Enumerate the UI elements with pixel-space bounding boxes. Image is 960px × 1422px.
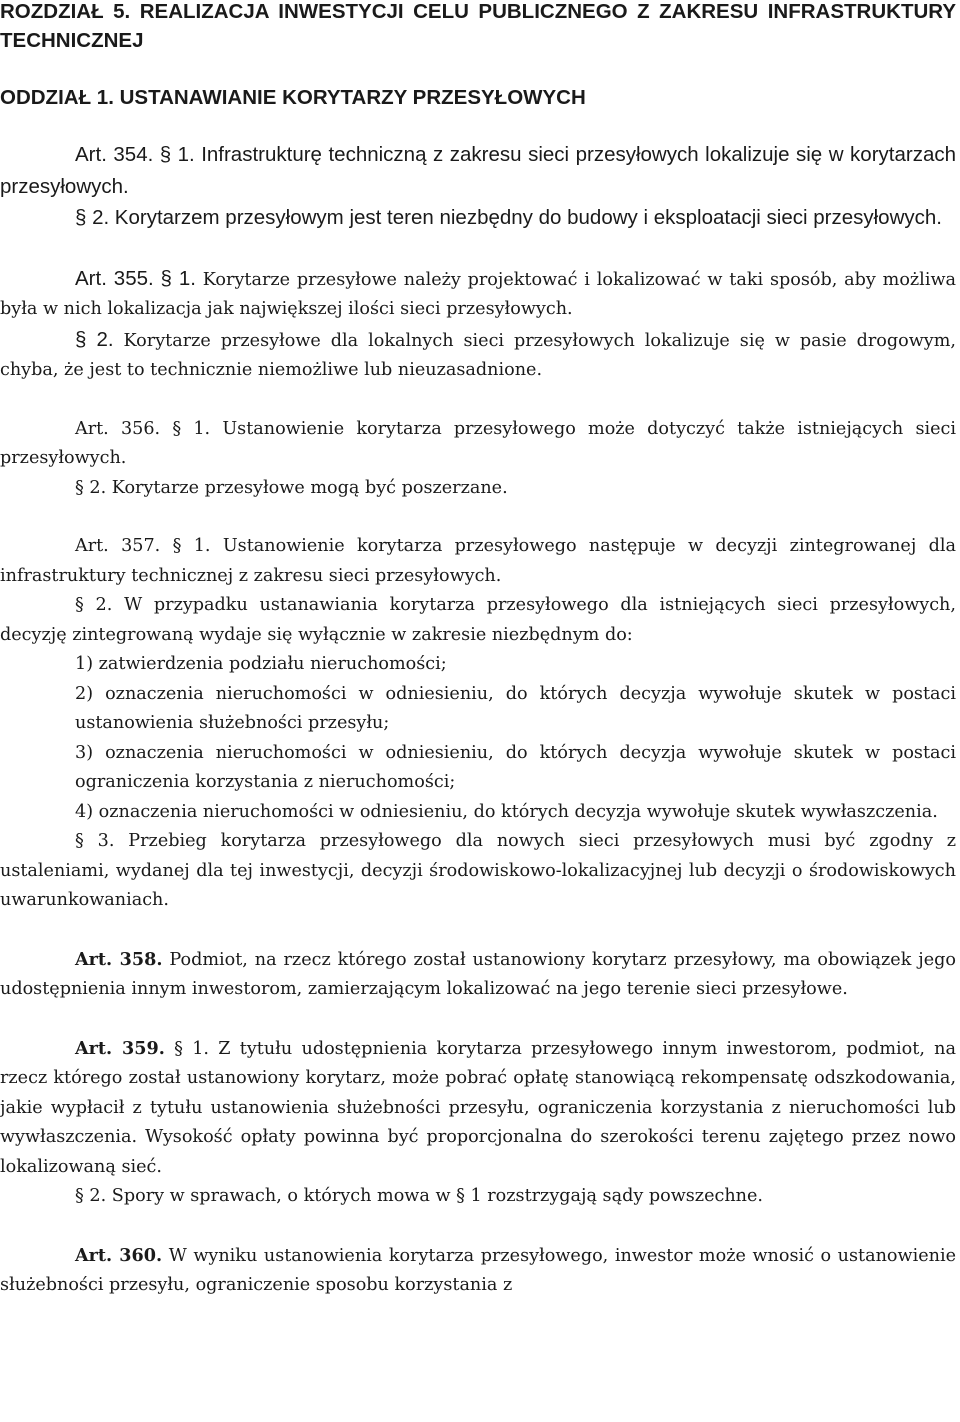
- article-number: Art. 357.: [75, 536, 161, 556]
- article-number: Art. 355.: [75, 266, 154, 290]
- list-item: 3) oznaczenia nieruchomości w odniesieniu, do których decyzja wywołuje skutek w postaci ograniczenia korzystania z nieruchomości;: [75, 742, 956, 792]
- paragraph-text: W przypadku ustanawiania korytarza przesyłowego dla istniejących sieci przesyłowych, decyzję zintegrowaną wydaje się wyłącznie w zakresie niezbędnym do:: [0, 595, 956, 645]
- article-355: [0, 264, 956, 386]
- article-360: [0, 1241, 956, 1301]
- article-paragraph: [0, 1034, 956, 1183]
- paragraph-mark: § 1.: [159, 143, 195, 166]
- article-number: Art. 354.: [75, 143, 154, 166]
- article-paragraph: [0, 591, 956, 650]
- paragraph-text: Korytarzem przesyłowym jest teren niezbędny do budowy i eksploatacji sieci przesyłowych.: [114, 206, 942, 229]
- article-number: Art. 360.: [75, 1244, 163, 1266]
- paragraph-mark: § 2.: [75, 477, 107, 498]
- paragraph-text: Ustanowienie korytarza przesyłowego może dotyczyć także istniejących sieci przesyłowych.: [0, 418, 957, 468]
- article-356: [0, 415, 956, 504]
- article-354: [0, 140, 956, 235]
- article-paragraph: [0, 203, 956, 235]
- paragraph-text: Przebieg korytarza przesyłowego dla nowych sieci przesyłowych musi być zgodny z ustaleniami, wydanej dla tej inwestycji, decyzji środowiskowo-lokalizacyjnej lub decyzji o środowiskowych uwarunkowaniach.: [0, 831, 957, 910]
- paragraph-mark: § 2.: [75, 595, 113, 615]
- paragraph-mark: § 1.: [172, 418, 211, 439]
- article-paragraph: [0, 1241, 956, 1301]
- article-paragraph: [0, 1182, 956, 1212]
- paragraph-text: Korytarze przesyłowe należy projektować i lokalizować w taki sposób, aby możliwa była w nich lokalizacja jak największej ilości sieci przesyłowych.: [0, 269, 956, 319]
- paragraph-text: Spory w sprawach, o których mowa w § 1 rozstrzygają sądy powszechne.: [111, 1186, 764, 1206]
- list-item: 1) zatwierdzenia podziału nieruchomości;: [75, 654, 447, 674]
- article-357: [0, 532, 956, 916]
- chapter-heading: ROZDZIAŁ 5. REALIZACJA INWESTYCJI CELU PUBLICZNEGO Z ZAKRESU INFRASTRUKTURY TECHNICZNEJ: [0, 0, 956, 52]
- article-number: Art. 356.: [75, 418, 161, 439]
- article-paragraph: [0, 827, 956, 916]
- paragraph-text: Korytarze przesyłowe dla lokalnych sieci przesyłowych lokalizuje się w pasie drogowym, chyba, że jest to technicznie niemożliwe lub nieuzasadnione.: [0, 330, 956, 380]
- article-number: Art. 358.: [75, 948, 163, 970]
- paragraph-mark: § 2.: [75, 206, 110, 229]
- section-heading: ODDZIAŁ 1. USTANAWIANIE KORYTARZY PRZESYŁOWYCH: [0, 86, 586, 109]
- paragraph-mark: § 1.: [174, 1038, 209, 1059]
- paragraph-text: Korytarze przesyłowe mogą być poszerzane.: [111, 477, 508, 498]
- paragraph-text: Ustanowienie korytarza przesyłowego następuje w decyzji zintegrowanej dla infrastruktury technicznej z zakresu sieci przesyłowych.: [0, 536, 956, 586]
- paragraph-text: Z tytułu udostępnienia korytarza przesyłowego innym inwestorom, podmiot, na rzecz którego został ustanowiony korytarz, może pobrać opłatę stanowiącą rekompensatę odszkodowania, jakie wypłacił z tytułu ustanowienia służebności przesyłu, ograniczenia korzystania z nieruchomości lub wywłaszczenia. Wysokość opłaty powinna być proporcjonalna do szerokości terenu zajętego przez nowo lokalizowaną sieć.: [0, 1038, 957, 1177]
- list-item: 2) oznaczenia nieruchomości w odniesieniu, do których decyzja wywołuje skutek w postaci ustanowienia służebności przesyłu;: [75, 683, 956, 733]
- article-paragraph: [0, 532, 956, 591]
- article-paragraph: [0, 325, 956, 386]
- article-358: [0, 945, 956, 1005]
- paragraph-mark: § 3.: [75, 831, 115, 851]
- paragraph-mark: § 1.: [160, 266, 196, 290]
- article-paragraph: [0, 415, 956, 474]
- article-paragraph: [0, 140, 956, 203]
- article-paragraph: [0, 264, 956, 325]
- article-number: Art. 359.: [75, 1037, 165, 1059]
- article-paragraph: [0, 945, 956, 1005]
- paragraph-text: Infrastrukturę techniczną z zakresu sieci przesyłowych lokalizuje się w korytarzach przesyłowych.: [0, 143, 956, 198]
- paragraph-mark: § 2.: [75, 1186, 107, 1206]
- paragraph-text: W wyniku ustanowienia korytarza przesyłowego, inwestor może wnosić o ustanowienie służebności przesyłu, ograniczenie sposobu korzystania z: [0, 1245, 956, 1295]
- paragraph-text: Podmiot, na rzecz którego został ustanowiony korytarz przesyłowy, ma obowiązek jego udostępnienia innym inwestorom, zamierzającym lokalizować na jego terenie sieci przesyłowe.: [0, 949, 956, 999]
- list-item: 4) oznaczenia nieruchomości w odniesieniu, do których decyzja wywołuje skutek wywłaszczenia.: [75, 801, 938, 822]
- article-paragraph: [0, 474, 956, 504]
- article-359: [0, 1034, 956, 1212]
- paragraph-mark: § 2.: [75, 327, 114, 351]
- paragraph-mark: § 1.: [172, 536, 211, 556]
